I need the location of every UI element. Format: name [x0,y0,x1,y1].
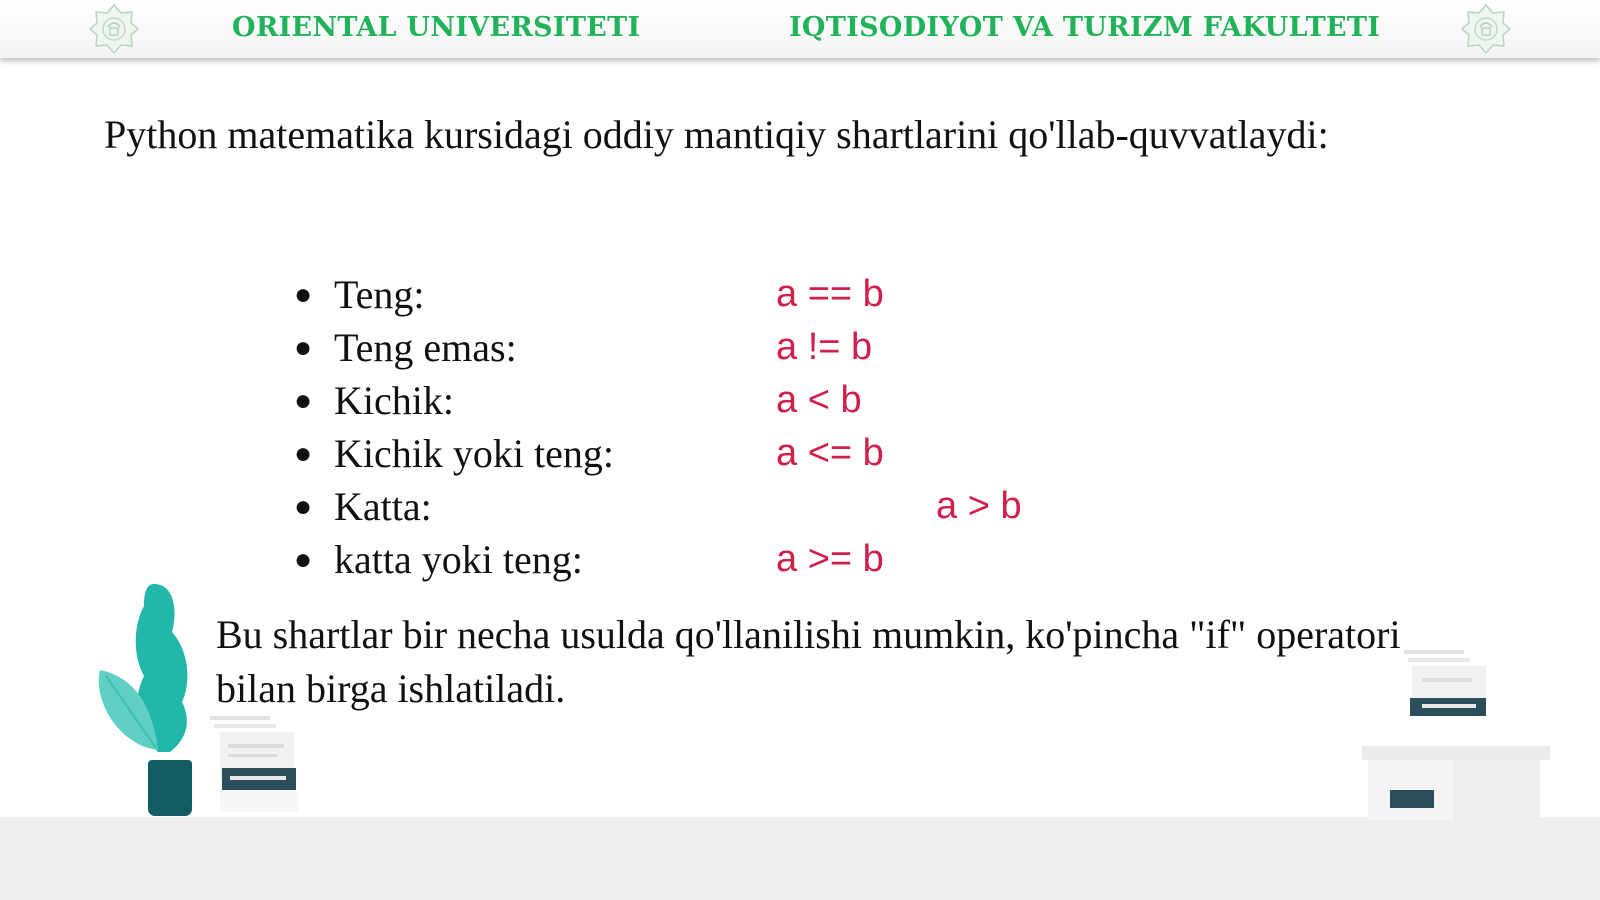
condition-expression: a >= b [776,538,884,580]
floor-band [0,817,1600,900]
condition-term: Teng: [334,272,425,317]
printer-illustration [208,716,304,816]
plant-illustration [96,580,206,820]
university-emblem-icon [1460,3,1512,55]
condition-expression: a > b [936,485,1022,527]
bullet-icon: ● [294,437,313,470]
university-name: ORIENTAL UNIVERSITETI [232,12,641,43]
condition-term: Kichik: [334,378,454,423]
bullet-icon: ● [294,331,313,364]
condition-expression: a <= b [776,432,884,474]
faculty-name: IQTISODIYOT VA TURIZM FAKULTETI [789,12,1381,43]
condition-term: Kichik yoki teng: [334,431,614,476]
condition-term: Teng emas: [334,325,517,370]
condition-term: Katta: [334,484,432,529]
university-emblem-icon [88,3,140,55]
outro-text: Bu shartlar bir necha usulda qo'llanilishi mumkin, ko'pincha "if" operatori bilan birga ishlatiladi. [216,612,1401,711]
bullet-icon: ● [294,490,313,523]
condition-expression: a < b [776,379,862,421]
condition-expression: a != b [776,326,873,368]
bullet-icon: ● [294,543,313,576]
printer-illustration [1402,650,1498,740]
condition-term: katta yoki teng: [334,537,583,582]
condition-expression: a == b [776,273,884,315]
bullet-icon: ● [294,384,313,417]
bullet-icon: ● [294,278,313,311]
slide-header [0,0,1600,58]
cabinet-illustration [1362,746,1550,820]
intro-text: Python matematika kursidagi oddiy mantiqiy shartlarini qo'llab-quvvatlaydi: [104,112,1329,157]
